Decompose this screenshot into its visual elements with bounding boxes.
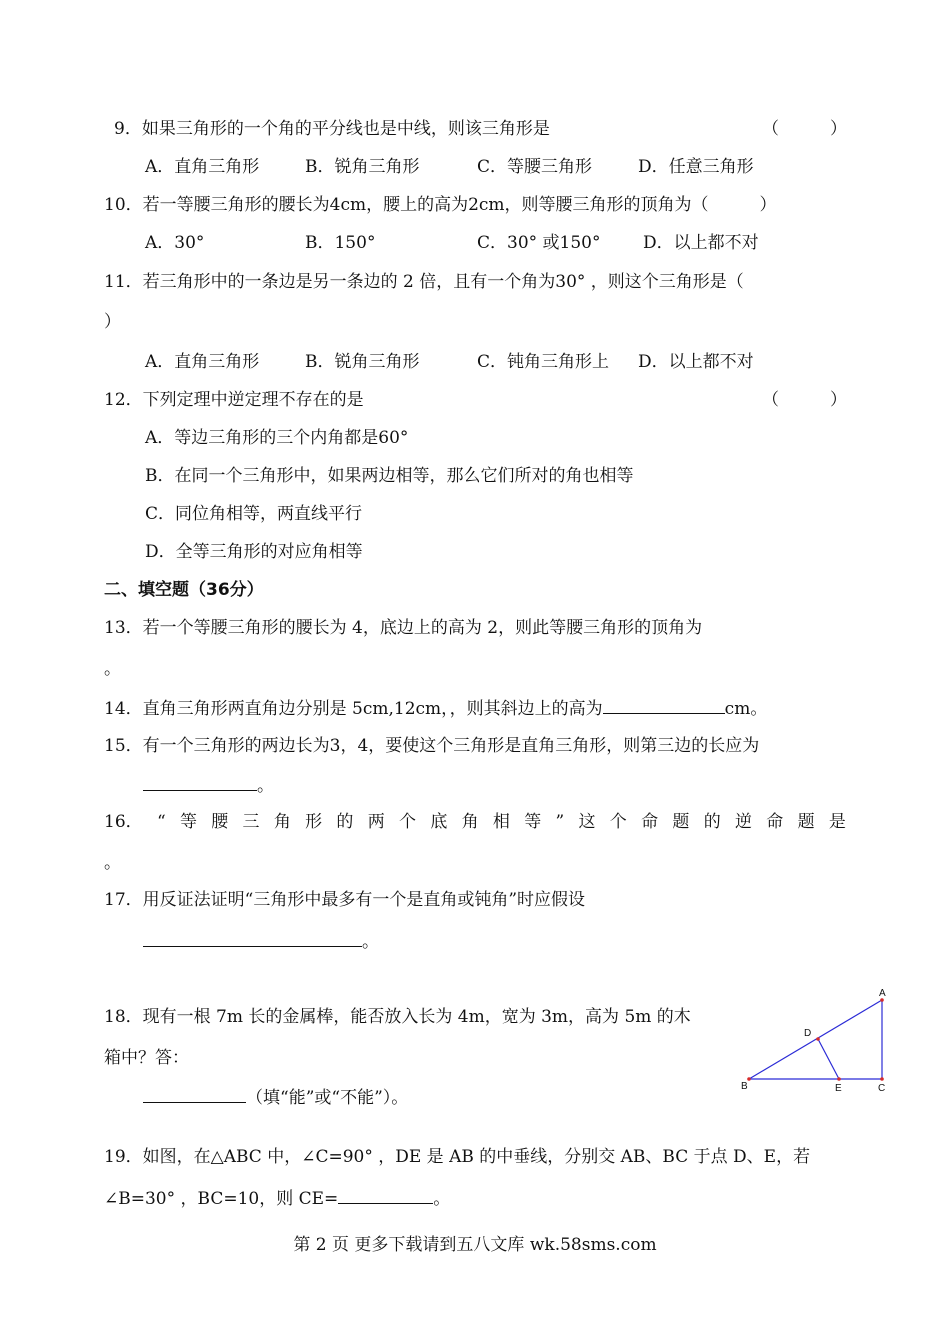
q16-char: 相 bbox=[492, 812, 510, 832]
q19-stem: ∠B=30° ，BC=10，则 CE= bbox=[104, 1189, 339, 1209]
q11-option-c: C．钝角三角形上 bbox=[477, 352, 610, 372]
q11-text: 11．若三角形中的一条边是另一条边的 2 倍，且有一个角为30° ，则这个三角形是（ bbox=[104, 272, 744, 292]
q11-option-d: D．以上都不对 bbox=[638, 352, 754, 372]
q19-text-cont bbox=[104, 1187, 450, 1210]
q16-char: 命 bbox=[641, 812, 659, 832]
q16-char: 等 bbox=[179, 812, 197, 832]
q17-text: 17．用反证法证明“三角形中最多有一个是直角或钝角”时应假设 bbox=[104, 890, 586, 910]
q16-char: 个 bbox=[609, 812, 627, 832]
triangle-lines bbox=[749, 1000, 882, 1079]
point-b bbox=[747, 1077, 751, 1081]
q12-option-b: B．在同一个三角形中，如果两边相等，那么它们所对的角也相等 bbox=[145, 466, 634, 486]
q16-char: 形 bbox=[305, 812, 323, 832]
q15-text: 15．有一个三角形的两边长为3，4，要使这个三角形是直角三角形，则第三边的长应为 bbox=[104, 736, 760, 756]
q16-char: 命 bbox=[766, 812, 784, 832]
q16-char: 角 bbox=[273, 812, 291, 832]
q19-suffix: 。 bbox=[433, 1189, 451, 1209]
q9-text: 9．如果三角形的一个角的平分线也是中线，则该三角形是 bbox=[114, 119, 550, 139]
q12-option-a: A．等边三角形的三个内角都是60° bbox=[145, 428, 409, 448]
point-c bbox=[880, 1077, 884, 1081]
page-footer: 第 2 页 更多下载请到五八文库 wk.58sms.com bbox=[293, 1235, 657, 1255]
label-b: B bbox=[741, 1081, 748, 1092]
q16-char: “ bbox=[156, 812, 166, 832]
q9-answer-paren: （ ） bbox=[762, 119, 847, 139]
section-heading-fill-in: 二、填空题（36分） bbox=[104, 580, 264, 600]
q15-suffix: 。 bbox=[257, 776, 274, 796]
q13-text: 13．若一个等腰三角形的腰长为 4，底边上的高为 2，则此等腰三角形的顶角为 bbox=[104, 618, 703, 638]
q16-char: 逆 bbox=[734, 812, 752, 832]
q18-answer-line bbox=[143, 1086, 408, 1109]
q16-char: 这 bbox=[578, 812, 596, 832]
q18-text: 18．现有一根 7m 长的金属棒，能否放入长为 4m，宽为 3m，高为 5m 的木 bbox=[104, 1007, 691, 1027]
q12-answer-paren: （ ） bbox=[762, 390, 847, 410]
q16-char: 题 bbox=[797, 812, 815, 832]
q14-stem: 14．直角三角形两直角边分别是 5cm,12cm，，则其斜边上的高为 bbox=[104, 699, 603, 719]
q18-suffix: （填“能”或“不能”）。 bbox=[246, 1088, 409, 1108]
q9-option-a: A．直角三角形 bbox=[145, 157, 260, 177]
q14-suffix: cm。 bbox=[724, 699, 768, 719]
label-c: C bbox=[878, 1083, 886, 1094]
q17-answer-line bbox=[143, 930, 379, 953]
q16-text-cont: 。 bbox=[104, 853, 121, 873]
q14-text bbox=[104, 697, 767, 720]
q10-option-b: B．150° bbox=[305, 233, 376, 253]
q16-char: 是 bbox=[828, 812, 846, 832]
q11-option-a: A．直角三角形 bbox=[145, 352, 260, 372]
q16-char: 等 bbox=[524, 812, 542, 832]
q10-option-d: D．以上都不对 bbox=[643, 233, 759, 253]
q15-answer-blank[interactable] bbox=[143, 774, 257, 791]
q16-char: 两 bbox=[367, 812, 385, 832]
q18-text-cont: 箱中？答： bbox=[104, 1048, 189, 1068]
q16-char: ” bbox=[555, 812, 565, 832]
q18-answer-blank[interactable] bbox=[143, 1086, 246, 1103]
q12-text: 12．下列定理中逆定理不存在的是 bbox=[104, 390, 364, 410]
q16-char: 个 bbox=[399, 812, 417, 832]
q16-char: 的 bbox=[703, 812, 721, 832]
q12-option-d: D．全等三角形的对应角相等 bbox=[145, 542, 363, 562]
q16-char: 的 bbox=[336, 812, 354, 832]
point-e bbox=[837, 1077, 841, 1081]
q14-answer-blank[interactable] bbox=[603, 697, 725, 714]
segment-de bbox=[818, 1039, 839, 1079]
q11-text-cont: ） bbox=[104, 312, 121, 332]
q10-option-a: A．30° bbox=[145, 233, 205, 253]
q9-option-c: C．等腰三角形 bbox=[477, 157, 593, 177]
label-e: E bbox=[835, 1083, 842, 1094]
q16-char: 16． bbox=[104, 812, 143, 832]
q16-char: 腰 bbox=[211, 812, 229, 832]
q16-char: 题 bbox=[672, 812, 690, 832]
q15-answer-line bbox=[143, 774, 274, 797]
q10-option-c: C．30° 或150° bbox=[477, 233, 601, 253]
q9-option-b: B．锐角三角形 bbox=[305, 157, 420, 177]
q11-option-b: B．锐角三角形 bbox=[305, 352, 420, 372]
q16-char: 角 bbox=[461, 812, 479, 832]
q16-char: 底 bbox=[430, 812, 448, 832]
q17-answer-blank[interactable] bbox=[143, 930, 362, 947]
q19-answer-blank[interactable] bbox=[338, 1187, 433, 1204]
q19-text: 19．如图，在△ABC 中，∠C=90° ，DE 是 AB 的中垂线，分别交 AB、BC 于点 D、E，若 bbox=[104, 1147, 811, 1167]
segment-ab bbox=[749, 1000, 882, 1079]
point-d bbox=[816, 1037, 820, 1041]
q13-text-cont: 。 bbox=[104, 659, 121, 679]
q16-char: 三 bbox=[242, 812, 260, 832]
q17-suffix: 。 bbox=[362, 932, 379, 952]
q10-text: 10．若一等腰三角形的腰长为4cm，腰上的高为2cm，则等腰三角形的顶角为（ ） bbox=[104, 195, 777, 215]
label-d: D bbox=[804, 1028, 812, 1039]
q12-option-c: C．同位角相等，两直线平行 bbox=[145, 504, 363, 524]
triangle-figure bbox=[735, 982, 905, 1094]
q16-text bbox=[104, 811, 846, 833]
label-a: A bbox=[879, 988, 886, 999]
q9-option-d: D．任意三角形 bbox=[638, 157, 754, 177]
